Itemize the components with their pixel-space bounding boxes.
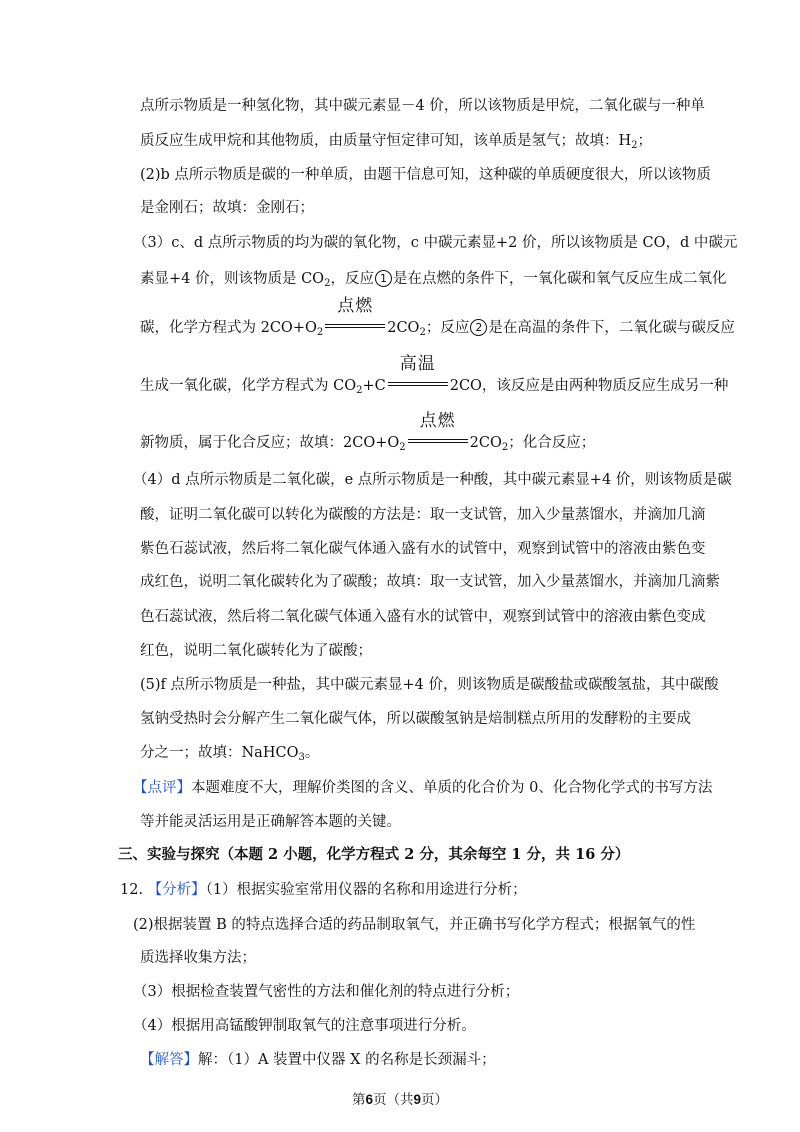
equation-line: 生成一氧化碳，化学方程式为 $CO_2+C$ 高温 2CO，该反应是由两种物质反应生成另一种 <box>140 354 729 396</box>
text-line: 素显+4 价，则该物质是 $CO_2$，反应 1 是在点燃的条件下，一氧化碳和氧气反应生成二氧化 <box>140 271 727 289</box>
reaction-arrow-ignite: 点燃 <box>406 433 470 453</box>
text-line: 紫色石蕊试液，然后将二氧化碳气体通入盛有水的试管中，观察到试管中的溶液由紫色变 <box>140 541 706 557</box>
text-line: 质选择收集方法； <box>140 950 256 966</box>
text-line: 成红色，说明二氧化碳转化为了碳酸；故填：取一支试管，加入少量蒸馏水，并滴加几滴紫 <box>140 574 720 590</box>
answer-tag: 【解答】 <box>140 1052 198 1068</box>
question-line: 12. 【分析】（1）根据实验室常用仪器的名称和用途进行分析； <box>120 882 527 898</box>
text-line: 酸，证明二氧化碳可以转化为碳酸的方法是：取一支试管，加入少量蒸馏水，并滴加几滴 <box>140 507 706 523</box>
answer-line: 【解答】解：（1）A 装置中仪器 X 的名称是长颈漏斗； <box>140 1052 496 1068</box>
text-line: 分之一；故填：NaHCO$_3$。 <box>140 745 320 763</box>
text-line: 质反应生成甲烷和其他物质，由质量守恒定律可知，该单质是氢气；故填：$H_2$； <box>140 133 653 151</box>
comment-tag: 【点评】 <box>133 780 191 796</box>
reaction-arrow-high-temp: 高温 <box>386 376 450 396</box>
text-line: 氢钠受热时会分解产生二氧化碳气体，所以碳酸氢钠是焙制糕点所用的发酵粉的主要成 <box>140 711 691 727</box>
text-line: （4）d 点所示物质是二氧化碳，e 点所示物质是一种酸，其中碳元素显+4 价，则该物质是碳 <box>133 472 732 488</box>
reaction-arrow-ignite: 点燃 <box>323 318 387 338</box>
circled-number-1: 1 <box>375 270 392 287</box>
text-line: 点所示物质是一种氢化物，其中碳元素显－4 价，所以该物质是甲烷，二氧化碳与一种单 <box>140 98 705 114</box>
analysis-tag: 【分析】 <box>147 882 206 898</box>
text-line: （3）根据检查装置气密性的方法和催化剂的特点进行分析； <box>133 984 520 1000</box>
equation-line: 新物质，属于化合反应；故填：$2CO+O_2$ 点燃 $2CO_2$；化合反应； <box>140 411 596 453</box>
text-line: （4）根据用高锰酸钾制取氧气的注意事项进行分析。 <box>133 1018 476 1034</box>
text-line: 红色，说明二氧化碳转化为了碳酸； <box>140 643 372 659</box>
equation-line: 碳，化学方程式为 $2CO+O_2$ 点燃 $2CO_2$；反应 2 是在高温的条件下，二氧化碳与碳反应 <box>140 296 735 338</box>
circled-number-2: 2 <box>470 319 487 336</box>
comment-line: 【点评】本题难度不大，理解价类图的含义、单质的化合价为 0、化合物化学式的书写方法 <box>133 780 713 796</box>
text-line: (2)根据装置 B 的特点选择合适的药品制取氧气，并正确书写化学方程式；根据氧气的性 <box>133 917 696 933</box>
text-line: (5)f 点所示物质是一种盐，其中碳元素显+4 价，则该物质是碳酸盐或碳酸氢盐，其中碳酸 <box>140 677 719 693</box>
text-line: (2)b 点所示物质是碳的一种单质，由题干信息可知，这种碳的单质硬度很大，所以该物质 <box>140 167 711 183</box>
text-line: 是金刚石；故填：金刚石； <box>140 200 314 216</box>
text-line: 等并能灵活运用是正确解答本题的关键。 <box>140 814 401 830</box>
text-line: （3）c、d 点所示物质的均为碳的氧化物，c 中碳元素显+2 价，所以该物质是 CO，d 中碳元 <box>133 235 738 251</box>
text-line: 色石蕊试液，然后将二氧化碳气体通入盛有水的试管中，观察到试管中的溶液由紫色变成 <box>140 609 706 625</box>
page-footer: 第6页（共9页） <box>351 1092 449 1108</box>
section-heading: 三、实验与探究（本题 2 小题，化学方程式 2 分，其余每空 1 分，共 16 分） <box>118 846 630 863</box>
